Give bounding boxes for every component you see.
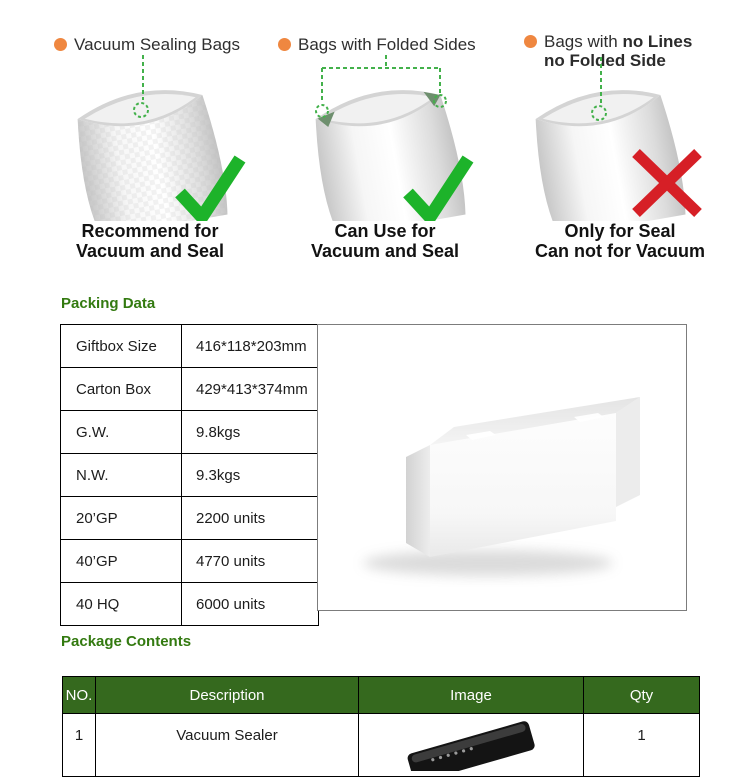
title-text: Bags with <box>544 32 623 51</box>
table-row <box>61 325 319 368</box>
title-bold-text: no Lines <box>622 32 693 51</box>
caption-line: Can Use for <box>334 221 436 241</box>
row-value: 9.3kgs <box>182 454 319 497</box>
row-label: 40 HQ <box>61 583 182 626</box>
row-no <box>63 714 96 777</box>
bag-guide-item-folded-sides <box>268 0 502 278</box>
package-contents-heading: Package Contents <box>61 633 192 650</box>
bag-guide-caption <box>500 221 740 261</box>
bag-guide-caption <box>30 221 270 261</box>
row-label: N.W. <box>61 454 182 497</box>
box-right-edge <box>616 397 640 507</box>
orange-bullet-icon <box>54 38 67 51</box>
box-left-face <box>406 445 430 557</box>
row-qty <box>584 714 700 777</box>
bag-body <box>529 81 689 221</box>
package-contents-table <box>62 676 700 777</box>
title-bold-text: no Folded Side <box>544 51 666 70</box>
carton-box-photo <box>317 324 687 611</box>
bag-guide-item-vacuum-sealing-bags <box>30 0 270 278</box>
table-row <box>61 368 319 411</box>
row-no-text: 1 <box>74 727 84 744</box>
table-row <box>61 454 319 497</box>
orange-bullet-icon <box>524 35 537 48</box>
bag-guide-title: Vacuum Sealing Bags <box>74 35 241 54</box>
orange-bullet-icon <box>278 38 291 51</box>
caption-line: Vacuum and Seal <box>310 241 460 261</box>
row-value: 429*413*374mm <box>182 368 319 411</box>
row-qty-text: 1 <box>637 727 646 744</box>
bag-guide-section <box>0 0 750 278</box>
row-label: Giftbox Size <box>61 325 182 368</box>
caption-line: Recommend for <box>81 221 219 241</box>
caption-line: Only for Seal <box>564 221 676 241</box>
table-header-row <box>63 677 700 714</box>
header-image: Image <box>359 677 584 714</box>
table-row <box>61 497 319 540</box>
row-value: 9.8kgs <box>182 411 319 454</box>
bag-guide-caption <box>268 221 502 261</box>
row-label: 40’GP <box>61 540 182 583</box>
header-no: NO. <box>63 677 96 714</box>
bag-guide-header <box>30 0 270 54</box>
folded-sides-bag-illustration <box>268 55 502 221</box>
table-row <box>61 540 319 583</box>
caption-line: Can not for Vacuum <box>534 241 705 261</box>
row-label: G.W. <box>61 411 182 454</box>
row-value: 416*118*203mm <box>182 325 319 368</box>
row-description-text: Vacuum Sealer <box>176 727 278 744</box>
header-description: Description <box>96 677 359 714</box>
vacuum-sealer-photo <box>359 714 584 777</box>
packing-data-heading: Packing Data <box>61 295 156 312</box>
bag-guide-header <box>268 0 502 54</box>
row-value: 6000 units <box>182 583 319 626</box>
no-lines-bag-illustration <box>500 55 740 221</box>
row-value: 2200 units <box>182 497 319 540</box>
box-shadow <box>363 550 613 576</box>
caption-line: Vacuum and Seal <box>75 241 225 261</box>
packing-table <box>60 324 319 626</box>
row-description <box>96 714 359 777</box>
bag-guide-title: Bags with Folded Sides <box>298 35 476 54</box>
header-qty: Qty <box>584 677 700 714</box>
row-label: Carton Box <box>61 368 182 411</box>
row-label: 20’GP <box>61 497 182 540</box>
table-row <box>61 583 319 626</box>
table-row <box>61 411 319 454</box>
vacuum-bag-illustration <box>30 55 270 221</box>
row-value: 4770 units <box>182 540 319 583</box>
bag-guide-item-no-lines <box>500 0 740 278</box>
table-row <box>63 714 700 777</box>
